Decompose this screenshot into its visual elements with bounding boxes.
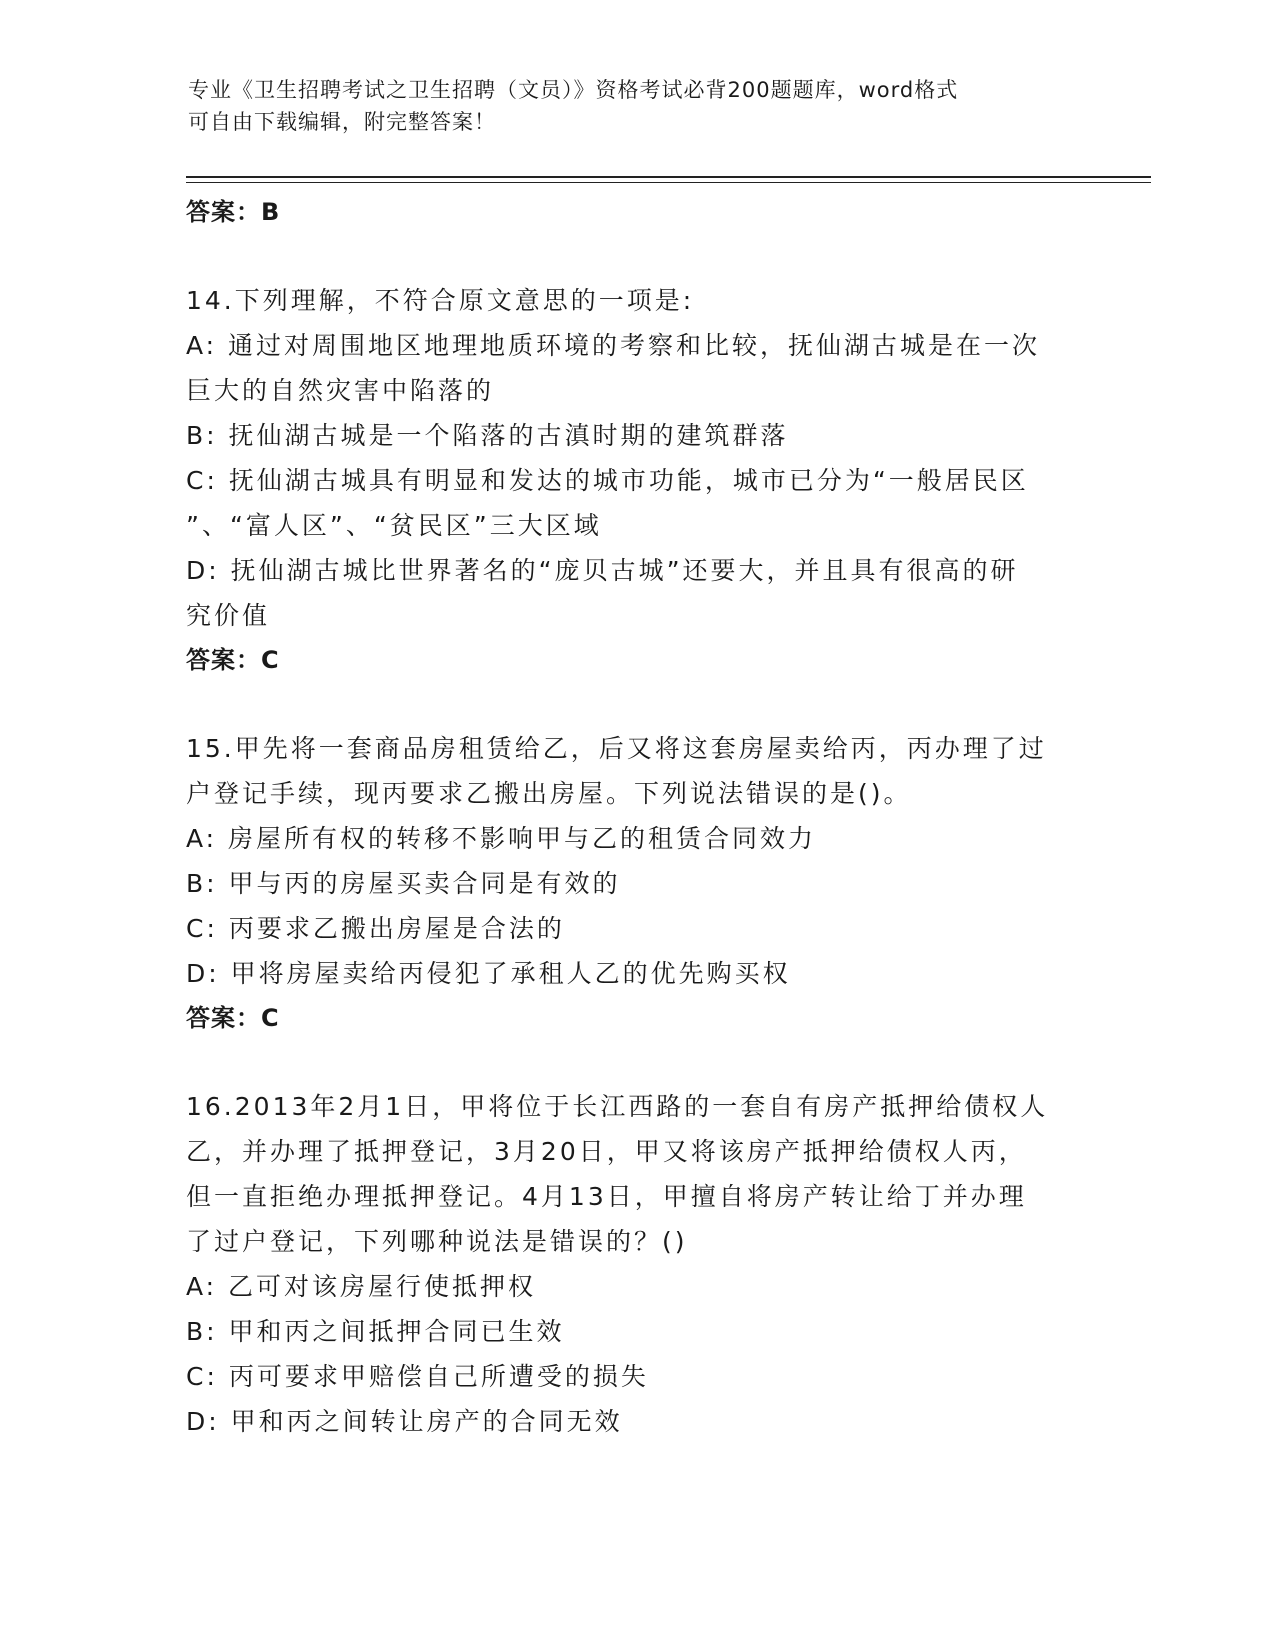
document-body [186,190,1086,1444]
question-line: 户登记手续，现丙要求乙搬出房屋。下列说法错误的是()。 [186,779,912,808]
question-line: 14.下列理解，不符合原文意思的一项是: [186,286,695,315]
option-line: A: 乙可对该房屋行使抵押权 [186,1272,537,1301]
header-rule-thick [186,176,1151,178]
option-line: C: 丙可要求甲赔偿自己所遭受的损失 [186,1362,649,1391]
option-line: B: 甲与丙的房屋买卖合同是有效的 [186,869,621,898]
question-line: 了过户登记，下列哪种说法是错误的？() [186,1227,688,1256]
option-line: D: 抚仙湖古城比世界著名的“庞贝古城”还要大，并且具有很高的研 [186,556,1019,585]
answer-label: 答案：C [186,1004,280,1032]
option-line: A: 房屋所有权的转移不影响甲与乙的租赁合同效力 [186,824,817,853]
option-line: ”、“富人区”、“贫民区”三大区域 [186,511,602,540]
question-line: 15.甲先将一套商品房租赁给乙，后又将这套房屋卖给丙，丙办理了过 [186,734,1047,763]
question-16 [186,1084,1086,1444]
option-line: C: 抚仙湖古城具有明显和发达的城市功能，城市已分为“一般居民区 [186,466,1029,495]
option-line: C: 丙要求乙搬出房屋是合法的 [186,914,565,943]
option-line: D: 甲和丙之间转让房产的合同无效 [186,1407,623,1436]
question-line: 但一直拒绝办理抵押登记。4月13日，甲擅自将房产转让给丁并办理 [186,1182,1027,1211]
page-header [188,74,1068,138]
option-line: 巨大的自然灾害中陷落的 [186,376,495,405]
header-line-1: 专业《卫生招聘考试之卫生招聘（文员）》资格考试必背200题题库，word格式 [188,78,959,102]
answer-label: 答案：C [186,646,280,674]
question-line: 16.2013年2月1日，甲将位于长江西路的一套自有房产抵押给债权人 [186,1092,1049,1121]
question-line: 乙，并办理了抵押登记，3月20日，甲又将该房产抵押给债权人丙， [186,1137,1027,1166]
option-line: B: 甲和丙之间抵押合同已生效 [186,1317,565,1346]
question-15 [186,726,1086,1040]
header-line-2: 可自由下载编辑，附完整答案！ [188,110,496,134]
answer-label: 答案：B [186,198,281,226]
option-line: D: 甲将房屋卖给丙侵犯了承租人乙的优先购买权 [186,959,791,988]
question-14 [186,278,1086,682]
option-line: A: 通过对周围地区地理地质环境的考察和比较，抚仙湖古城是在一次 [186,331,1041,360]
option-line: 究价值 [186,601,271,630]
header-rule-thin [186,182,1151,183]
option-line: B: 抚仙湖古城是一个陷落的古滇时期的建筑群落 [186,421,789,450]
